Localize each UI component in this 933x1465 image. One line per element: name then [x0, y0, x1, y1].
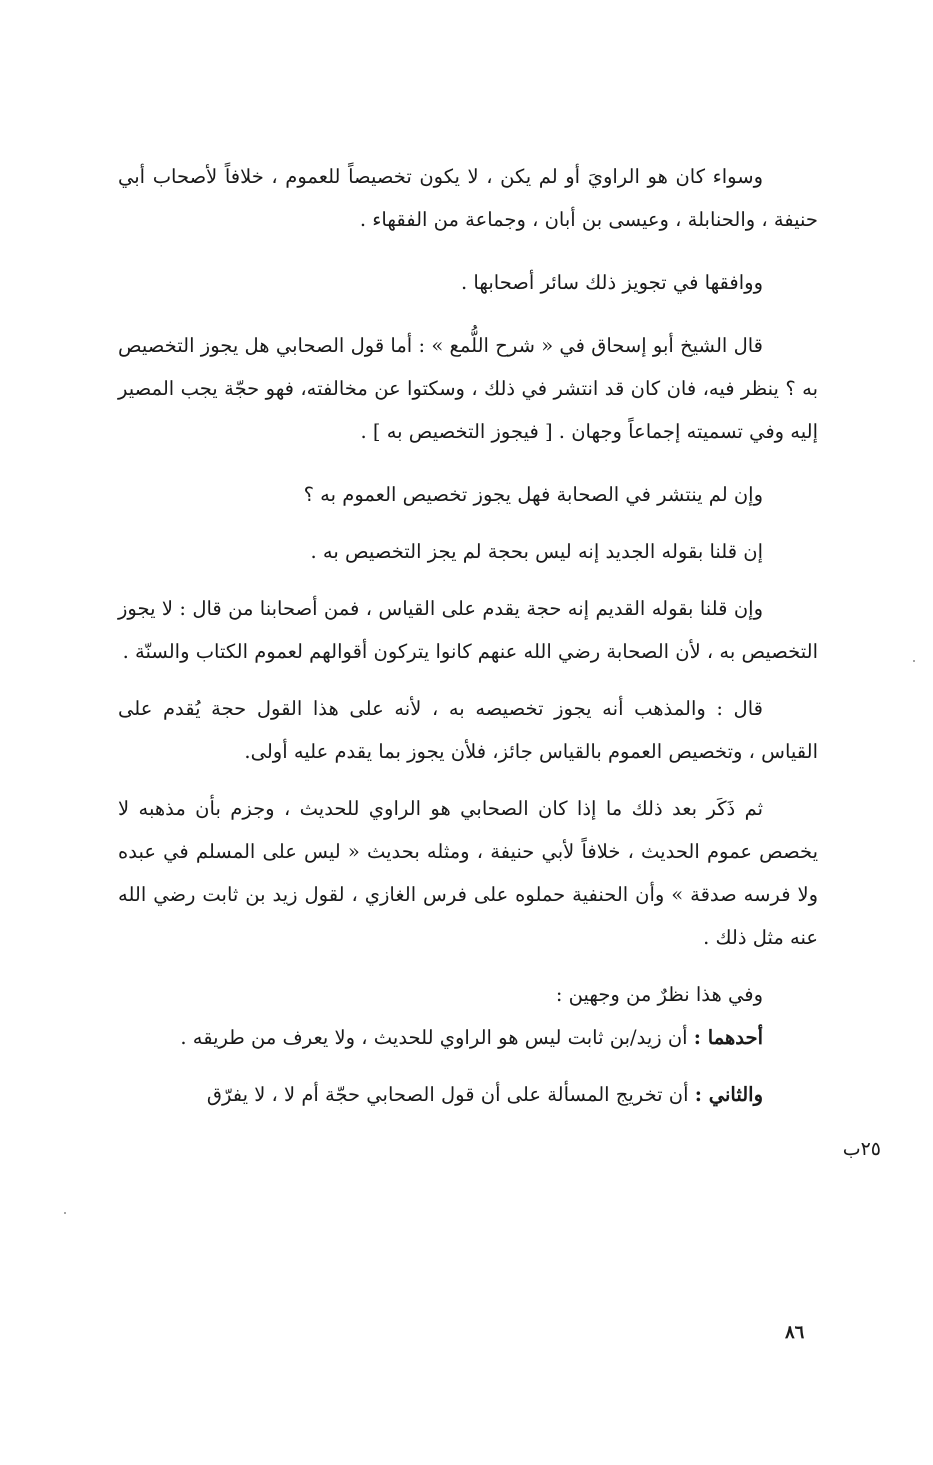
paragraph-3: قال الشيخ أبو إسحاق في « شرح اللُّمع » : أما قول الصحابي هل يجوز التخصيص به ؟ ينظر فيه، فان كان قد انتشر في ذلك ، وسكتوا عن مخالفته، فهو حجّة يجب المصير إليه وفي تسميته إجماعاً وجهان . [ فيجوز التخصيص به ] .	[118, 334, 818, 443]
paragraph-9: وفي هذا نظرٌ من وجهين :	[555, 983, 763, 1006]
page-number: ٨٦	[785, 1322, 805, 1343]
paragraph-11	[118, 1073, 818, 1116]
paragraph-6: وإن قلنا بقوله القديم إنه حجة يقدم على القياس ، فمن أصحابنا من قال : لا يجوز التخصيص به ، لأن الصحابة رضي الله عنهم كانوا يتركون أقوالهم لعموم الكتاب والسنّة .	[118, 597, 818, 663]
scan-speck	[64, 1212, 66, 1214]
paragraph-11-label: والثاني :	[694, 1083, 763, 1106]
paragraph-1: وسواء كان هو الراويَ أو لم يكن ، لا يكون تخصيصاً للعموم ، خلافاً لأصحاب أبي حنيفة ، والحنابلة ، وعيسى بن أبان ، وجماعة من الفقهاء .	[118, 165, 818, 231]
paragraph-11-text: أن تخريج المسألة على أن قول الصحابي حجّة أم لا ، لا يفرّق	[206, 1083, 695, 1106]
paragraph-7: قال : والمذهب أنه يجوز تخصيصه به ، لأنه على هذا القول حجة يُقدم على القياس ، وتخصيص العموم بالقياس جائز، فلأن يجوز بما يقدم عليه أولى.	[118, 697, 818, 763]
paragraph-2: ووافقها في تجويز ذلك سائر أصحابها .	[461, 271, 763, 294]
scan-speck	[913, 660, 915, 662]
margin-folio-note: ٢٥ب	[842, 1138, 881, 1160]
paragraph-10	[118, 1016, 818, 1059]
page-body	[118, 155, 818, 1116]
paragraph-4: وإن لم ينتشر في الصحابة فهل يجوز تخصيص العموم به ؟	[303, 483, 763, 506]
paragraph-10-label: أحدهما :	[693, 1026, 763, 1049]
paragraph-5: إن قلنا بقوله الجديد إنه ليس بحجة لم يجز التخصيص به .	[310, 540, 763, 563]
paragraph-10-text: أن زيد/بن ثابت ليس هو الراوي للحديث ، ولا يعرف من طريقه .	[180, 1026, 694, 1049]
paragraph-8: ثم ذَكَر بعد ذلك ما إذا كان الصحابي هو الراوي للحديث ، وجزم بأن مذهبه لا يخصص عموم الحديث ، خلافاً لأبي حنيفة ، ومثله بحديث « ليس على المسلم في عبده ولا فرسه صدقة » وأن الحنفية حملوه على فرس الغازي ، لقول زيد بن ثابت رضي الله عنه مثل ذلك .	[118, 797, 818, 949]
